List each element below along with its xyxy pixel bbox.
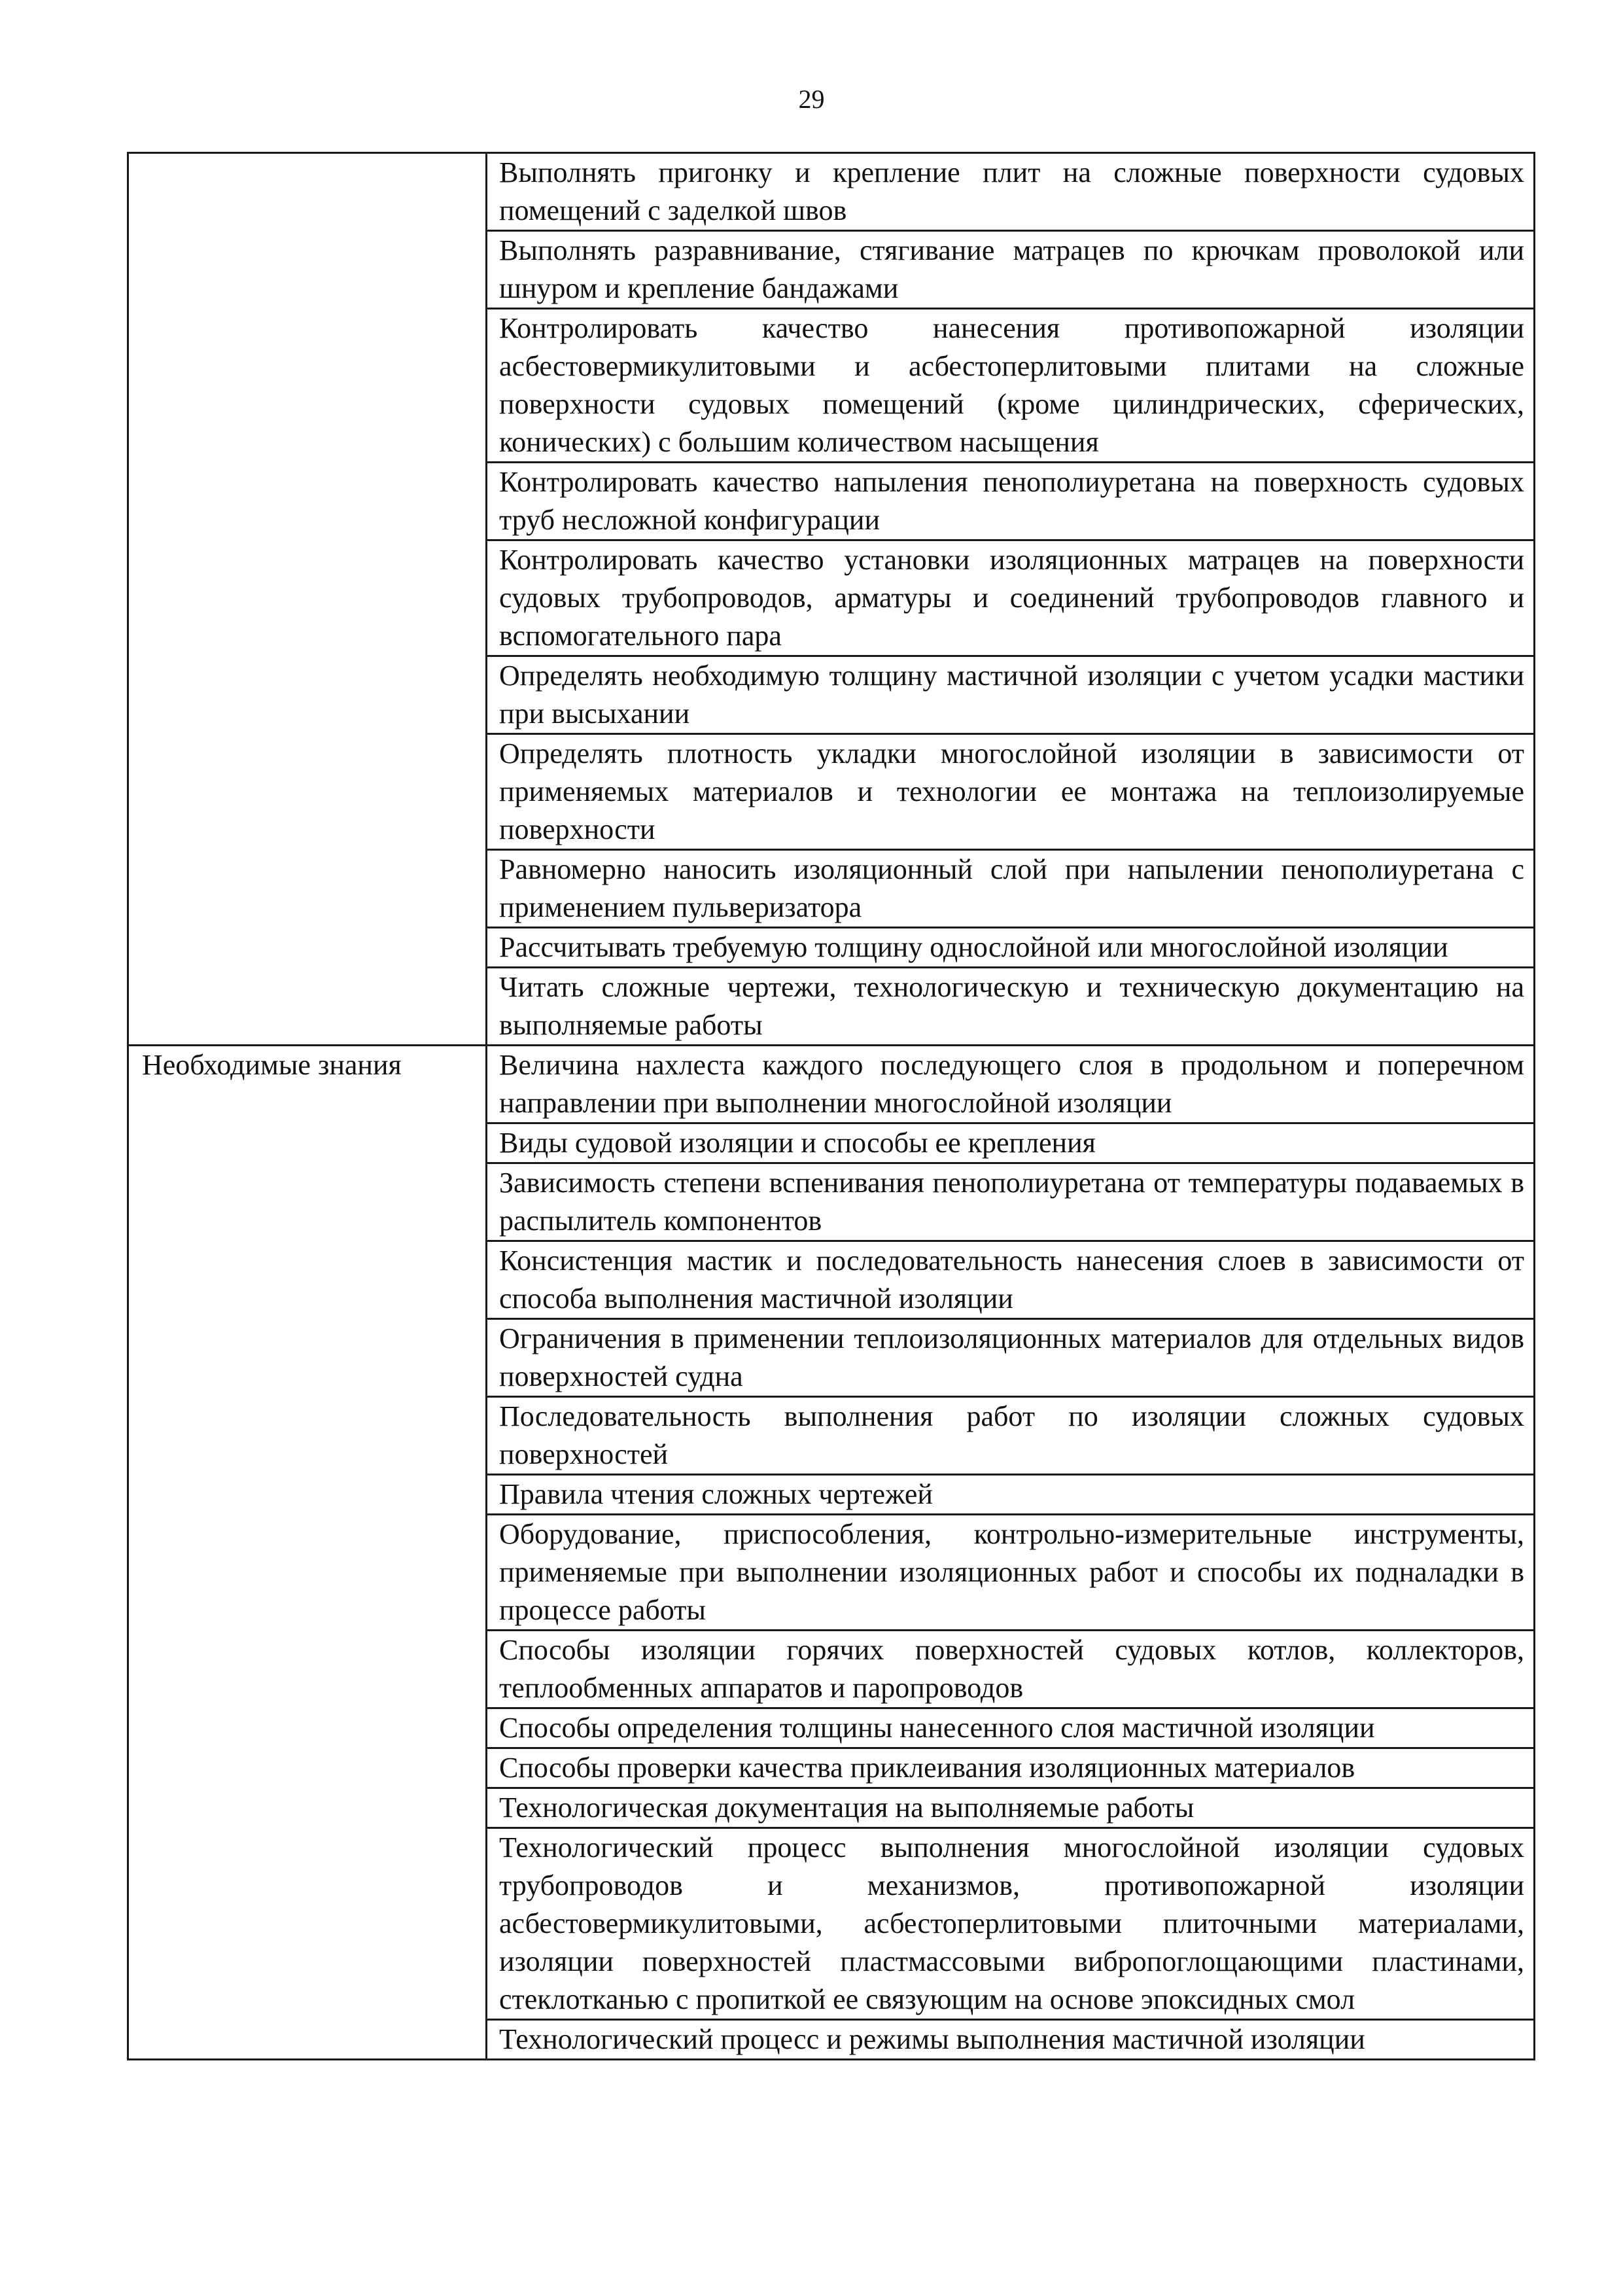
table-row	[128, 1046, 1535, 1123]
category-cell: Необходимые знания	[128, 1046, 487, 2060]
requirement-item-cell: Технологическая документация на выполняемые работы	[487, 1788, 1535, 1828]
requirements-table	[127, 152, 1535, 2060]
requirement-item-cell: Способы изоляции горячих поверхностей судовых котлов, коллекторов, теплообменных аппаратов и паропроводов	[487, 1631, 1535, 1708]
requirement-item-cell: Способы определения толщины нанесенного слоя мастичной изоляции	[487, 1708, 1535, 1748]
requirement-item-cell: Контролировать качество напыления пенополиуретана на поверхность судовых труб несложной конфигурации	[487, 463, 1535, 540]
requirement-item-cell: Определять необходимую толщину мастичной изоляции с учетом усадки мастики при высыхании	[487, 656, 1535, 734]
requirement-item-cell: Виды судовой изоляции и способы ее крепления	[487, 1123, 1535, 1163]
requirement-item-cell: Контролировать качество нанесения противопожарной изоляции асбестовермикулитовыми и асбестоперлитовыми плитами на сложные поверхности судовых помещений (кроме цилиндрических, сферических, конических) с большим количеством насыщения	[487, 309, 1535, 463]
requirement-item-cell: Рассчитывать требуемую толщину однослойной или многослойной изоляции	[487, 928, 1535, 968]
requirements-table-body	[128, 153, 1535, 2060]
requirement-item-cell: Определять плотность укладки многослойной изоляции в зависимости от применяемых материалов и технологии ее монтажа на теплоизолируемые поверхности	[487, 734, 1535, 850]
category-cell	[128, 153, 487, 1046]
requirement-item-cell: Контролировать качество установки изоляционных матрацев на поверхности судовых трубопроводов, арматуры и соединений трубопроводов главного и вспомогательного пара	[487, 540, 1535, 656]
requirement-item-cell: Консистенция мастик и последовательность нанесения слоев в зависимости от способа выполнения мастичной изоляции	[487, 1241, 1535, 1319]
requirement-item-cell: Последовательность выполнения работ по изоляции сложных судовых поверхностей	[487, 1397, 1535, 1475]
requirement-item-cell: Оборудование, приспособления, контрольно-измерительные инструменты, применяемые при выполнении изоляционных работ и способы их подналадки в процессе работы	[487, 1515, 1535, 1631]
requirement-item-cell: Правила чтения сложных чертежей	[487, 1475, 1535, 1515]
table-row	[128, 153, 1535, 231]
requirement-item-cell: Технологический процесс выполнения многослойной изоляции судовых трубопроводов и механизмов, противопожарной изоляции асбестовермикулитовыми, асбестоперлитовыми плиточными материалами, изоляции поверхностей пластмассовыми вибропоглощающими пластинами, стеклотканью с пропиткой ее связующим на основе эпоксидных смол	[487, 1828, 1535, 2020]
requirement-item-cell: Величина нахлеста каждого последующего слоя в продольном и поперечном направлении при выполнении многослойной изоляции	[487, 1046, 1535, 1123]
requirement-item-cell: Зависимость степени вспенивания пенополиуретана от температуры подаваемых в распылитель компонентов	[487, 1163, 1535, 1241]
requirement-item-cell: Равномерно наносить изоляционный слой при напылении пенополиуретана с применением пульверизатора	[487, 850, 1535, 928]
requirement-item-cell: Выполнять пригонку и крепление плит на сложные поверхности судовых помещений с заделкой швов	[487, 153, 1535, 231]
page-number: 29	[798, 84, 825, 114]
requirement-item-cell: Способы проверки качества приклеивания изоляционных материалов	[487, 1748, 1535, 1788]
requirement-item-cell: Технологический процесс и режимы выполнения мастичной изоляции	[487, 2020, 1535, 2060]
requirement-item-cell: Читать сложные чертежи, технологическую и техническую документацию на выполняемые работы	[487, 968, 1535, 1046]
requirement-item-cell: Выполнять разравнивание, стягивание матрацев по крючкам проволокой или шнуром и крепление бандажами	[487, 231, 1535, 309]
requirement-item-cell: Ограничения в применении теплоизоляционных материалов для отдельных видов поверхностей судна	[487, 1319, 1535, 1397]
